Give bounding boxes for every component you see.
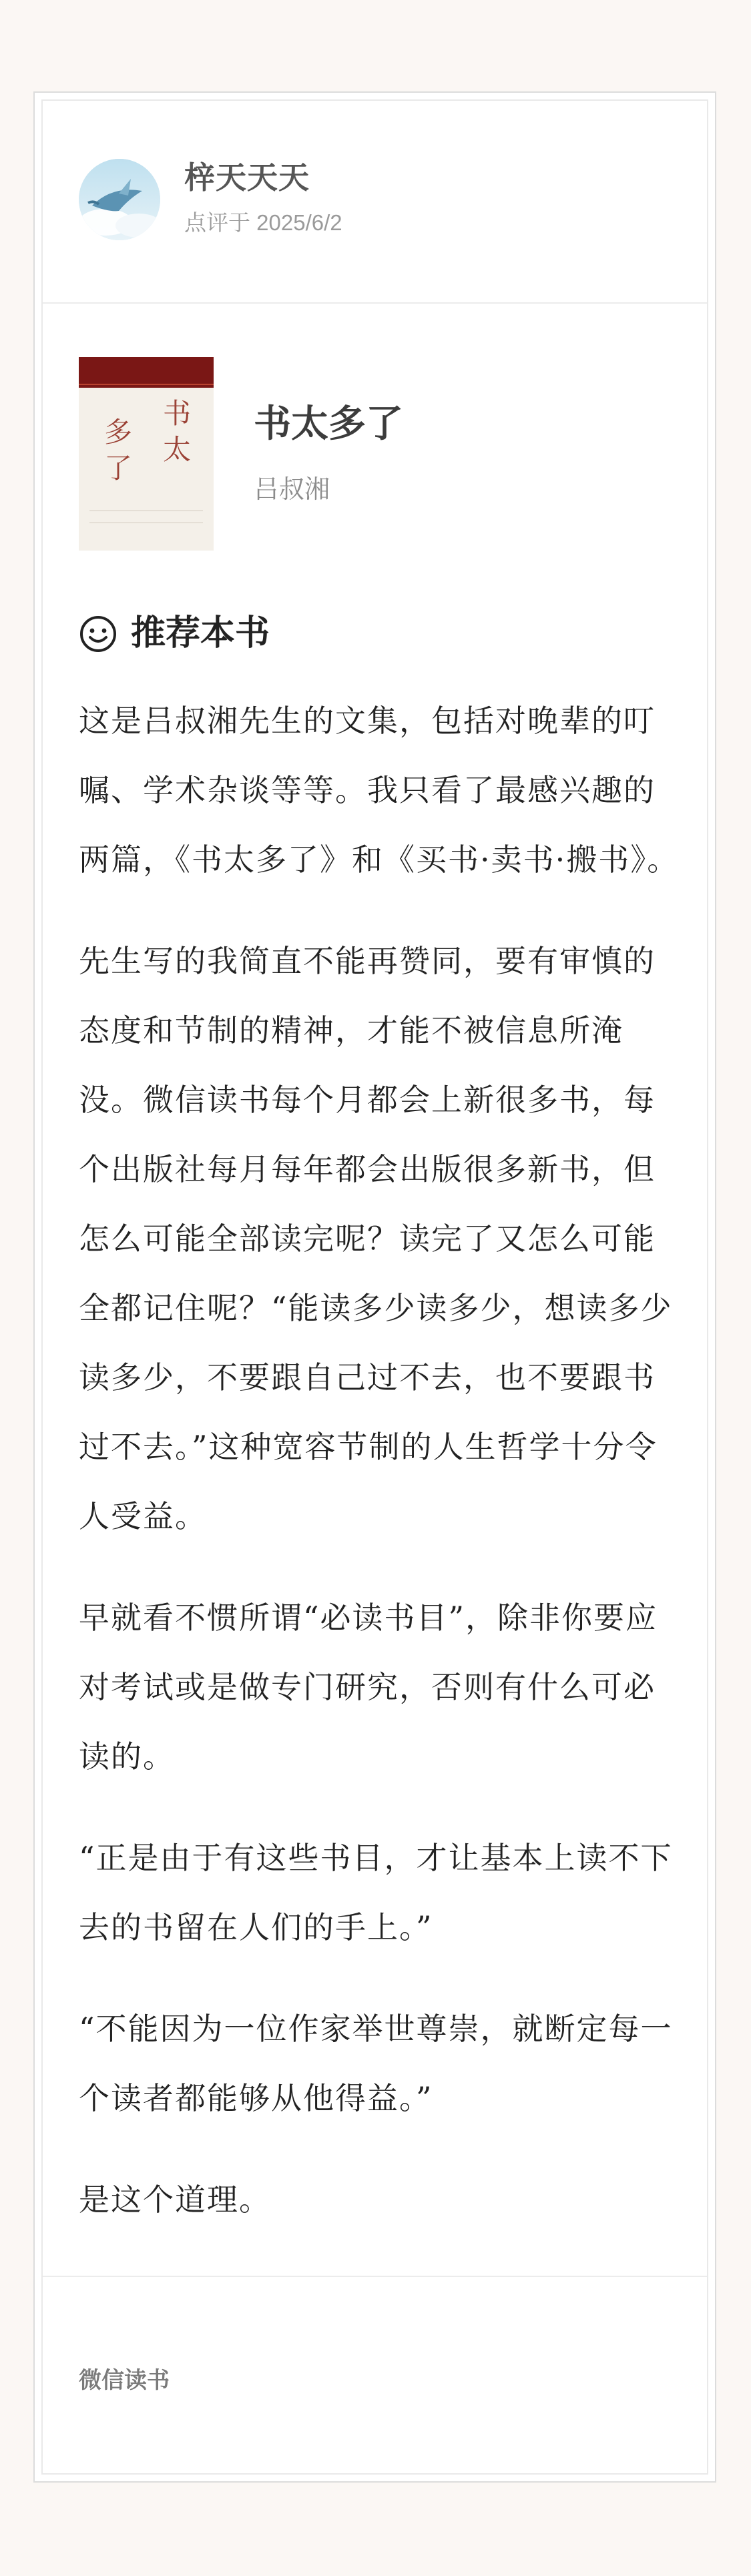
footer-divider: [43, 2276, 707, 2277]
cover-char: 多: [104, 416, 133, 448]
review-date: 点评于 2025/6/2: [184, 210, 342, 235]
review-body: [79, 686, 680, 2266]
username[interactable]: 梓天天天: [184, 159, 310, 196]
header-divider: [43, 302, 707, 304]
review-paragraph: 这是吕叔湘先生的文集，包括对晚辈的叮嘱、学术杂谈等等。我只看了最感兴趣的两篇，《书太多了》和《买书·卖书·搬书》。: [79, 703, 680, 878]
review-paragraph: 早就看不惯所谓“必读书目”，除非你要应对考试或是做专门研究，否则有什么可必读的。: [79, 1600, 658, 1775]
book-author[interactable]: 吕叔湘: [254, 474, 330, 504]
review-paragraph: 先生写的我简直不能再赞同，要有审慎的态度和节制的精神，才能不被信息所淹没。微信读书每个月都会上新很多书，每个出版社每月每年都会出版很多新书，但怎么可能全部读完呢？读完了又怎么可能全都记住呢？“能读多少读多少，想读多少读多少，不要跟自己过不去，也不要跟书过不去。”这种宽容节制的人生哲学十分令人受益。: [79, 943, 673, 1534]
review-paragraph: “正是由于有这些书目，才让基本上读不下去的书留在人们的手上。”: [79, 1840, 673, 1945]
smile-icon: [79, 615, 117, 653]
avatar[interactable]: [79, 159, 160, 240]
review-paragraph: “不能因为一位作家举世尊崇，就断定每一个读者都能够从他得益。”: [79, 2011, 673, 2116]
review-paragraph: 是这个道理。: [79, 2182, 271, 2218]
cover-char: 书: [163, 397, 192, 430]
cover-char: 太: [163, 433, 192, 466]
book-title[interactable]: 书太多了: [254, 402, 403, 446]
source-label: 微信读书: [79, 2368, 170, 2393]
recommendation-label: 推荐本书: [131, 613, 270, 653]
cover-band: [79, 357, 214, 388]
book-cover[interactable]: [79, 357, 214, 551]
cover-char: 了: [104, 452, 133, 485]
